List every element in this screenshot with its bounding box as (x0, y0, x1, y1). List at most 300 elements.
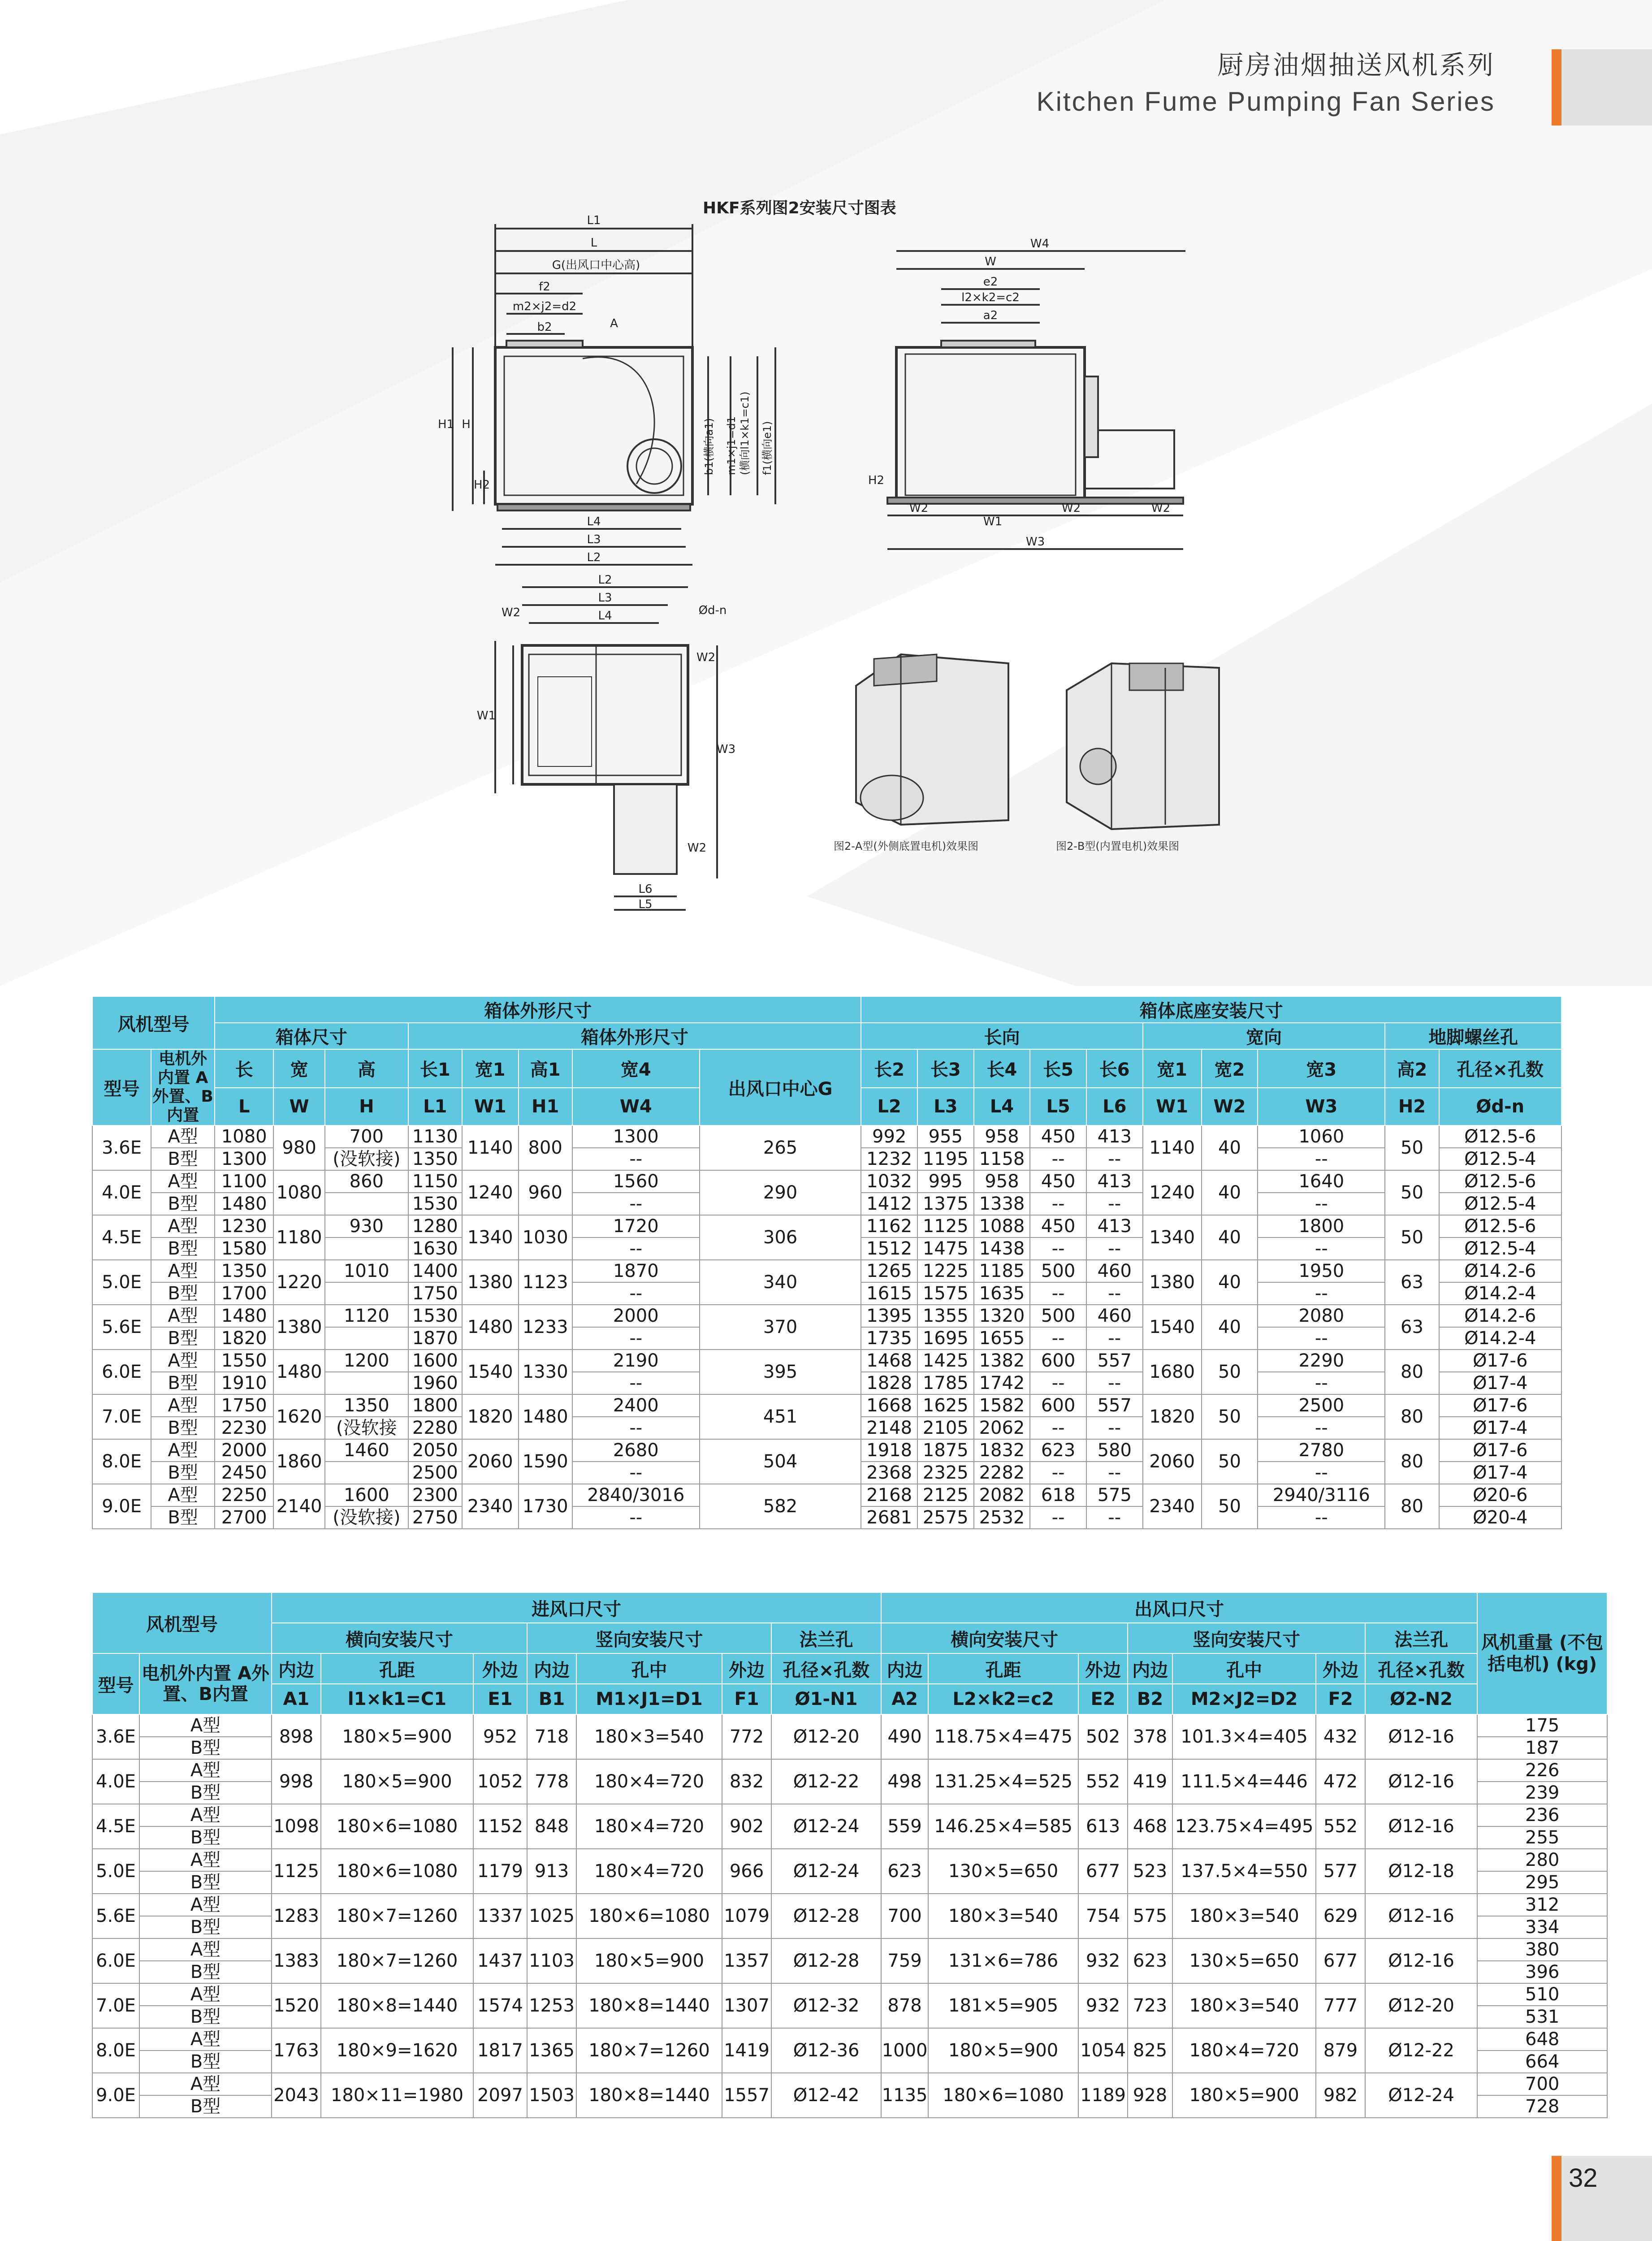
table-cell: Ø12.5-4 (1439, 1237, 1561, 1260)
caption-type-b: 图2-B型(内置电机)效果图 (1056, 840, 1180, 852)
table-cell: Ø12.5-6 (1439, 1125, 1561, 1148)
table-cell: 902 (722, 1804, 771, 1849)
th-col: 内边 (881, 1653, 928, 1684)
table-cell: Ø17-6 (1439, 1439, 1561, 1462)
table-cell: 577 (1316, 1849, 1365, 1894)
th-col: 长6 (1086, 1049, 1143, 1088)
table-cell: 1054 (1078, 2028, 1128, 2073)
table-cell: 629 (1316, 1894, 1365, 1938)
table-cell: 1162 (861, 1215, 917, 1237)
table-cell: 40 (1202, 1305, 1258, 1350)
table-cell: 180×4=720 (1172, 2028, 1316, 2073)
th-code: Ø2-N2 (1365, 1684, 1477, 1714)
table-cell: 559 (881, 1804, 928, 1849)
table-cell: 2062 (974, 1417, 1030, 1439)
weight-cell: 239 (1477, 1782, 1607, 1804)
th-code: H2 (1385, 1088, 1439, 1125)
table-cell: 2140 (273, 1484, 325, 1529)
table-cell: -- (1086, 1148, 1143, 1170)
weight-cell: 280 (1477, 1849, 1607, 1871)
table-cell: 2148 (861, 1417, 917, 1439)
table-cell: 1307 (722, 1983, 771, 2028)
table-cell: 101.3×4=405 (1172, 1714, 1316, 1759)
table-cell: -- (1030, 1193, 1086, 1215)
th-code: H1 (519, 1088, 572, 1125)
table-cell: 395 (700, 1350, 861, 1394)
th-motor-position: 电机外内置 A外置、B内置 (139, 1653, 272, 1714)
table-cell: 1130 (408, 1125, 462, 1148)
table-cell: 966 (722, 1849, 771, 1894)
dim-label: L3 (598, 591, 612, 605)
dim-label: H (462, 418, 471, 431)
table-cell: 777 (1316, 1983, 1365, 2028)
table-cell: 1460 (325, 1439, 408, 1462)
table-cell: 677 (1078, 1849, 1128, 1894)
weight-cell: 380 (1477, 1938, 1607, 1961)
th-col: 宽2 (1202, 1049, 1258, 1088)
motor-type-cell: B型 (151, 1282, 215, 1305)
table-cell: Ø12-16 (1365, 1804, 1477, 1849)
box-dimension-table (92, 996, 1562, 1529)
th-model: 型号 (92, 1653, 139, 1714)
table-cell: 2043 (272, 2073, 321, 2118)
table-cell: 1380 (462, 1260, 519, 1305)
table-cell: 1052 (473, 1759, 527, 1804)
table-cell: Ø12-20 (771, 1714, 881, 1759)
table-cell: 1140 (1143, 1125, 1202, 1170)
table-row (92, 1170, 1561, 1193)
table-cell: 2282 (974, 1462, 1030, 1484)
dim-label: G(出风口中心高) (552, 259, 640, 272)
table-cell: 180×4=720 (576, 1849, 722, 1894)
table-cell: 759 (881, 1938, 928, 1983)
table-cell: 1575 (917, 1282, 974, 1305)
table-cell: Ø12-16 (1365, 1894, 1477, 1938)
dim-label: H2 (473, 478, 490, 492)
table-cell: 980 (273, 1125, 325, 1170)
table-cell: 1135 (881, 2073, 928, 2118)
table-cell: -- (1258, 1237, 1385, 1260)
table-cell: 1152 (473, 1804, 527, 1849)
table-cell: Ø17-6 (1439, 1350, 1561, 1372)
table-cell: -- (1086, 1193, 1143, 1215)
motor-type-cell: B型 (151, 1372, 215, 1394)
table-cell: 2190 (572, 1350, 700, 1372)
th-col: 孔中 (1172, 1653, 1316, 1684)
dim-label: W1 (476, 709, 496, 722)
table-cell: 1680 (1143, 1350, 1202, 1394)
table-row (92, 1804, 1607, 1826)
table-cell: 1375 (917, 1193, 974, 1215)
table-cell: 1010 (325, 1260, 408, 1282)
table-cell: 523 (1128, 1849, 1172, 1894)
table-row (92, 1439, 1561, 1462)
table-cell: 1480 (462, 1305, 519, 1350)
table-cell: 1615 (861, 1282, 917, 1305)
table-cell: 772 (722, 1714, 771, 1759)
table-cell: 2681 (861, 1506, 917, 1529)
table-cell: 1640 (1258, 1170, 1385, 1193)
table-cell: 2450 (215, 1462, 273, 1484)
table-cell: 123.75×4=495 (1172, 1804, 1316, 1849)
th-code: W4 (572, 1088, 700, 1125)
table-cell: Ø12-42 (771, 2073, 881, 2118)
table-cell: 1582 (974, 1394, 1030, 1417)
table-cell: 1820 (462, 1394, 519, 1439)
table-cell: 50 (1202, 1394, 1258, 1439)
model-cell: 5.6E (92, 1305, 151, 1350)
table-cell: 1240 (462, 1170, 519, 1215)
table-cell: 1300 (572, 1125, 700, 1148)
table-cell: 1380 (1143, 1260, 1202, 1305)
table-cell: 2532 (974, 1506, 1030, 1529)
table-cell: 1240 (1143, 1170, 1202, 1215)
table-cell: 1480 (215, 1193, 273, 1215)
th-code: M2×J2=D2 (1172, 1684, 1316, 1714)
th-col: 孔距 (321, 1653, 473, 1684)
table-cell: 180×5=900 (576, 1938, 722, 1983)
table-row (92, 1350, 1561, 1372)
th-code: M1×J1=D1 (576, 1684, 722, 1714)
table-cell: 1179 (473, 1849, 527, 1894)
table-row (92, 1215, 1561, 1237)
table-cell: 958 (974, 1125, 1030, 1148)
th-code: F1 (722, 1684, 771, 1714)
motor-type-cell: B型 (139, 1782, 272, 1804)
dim-label: W3 (716, 743, 736, 756)
table-cell: -- (1086, 1282, 1143, 1305)
table-cell: 1590 (519, 1439, 572, 1484)
table-cell: -- (1258, 1372, 1385, 1394)
table-cell: 552 (1078, 1759, 1128, 1804)
table-cell: 1918 (861, 1439, 917, 1462)
th-col: 孔径×孔数 (771, 1653, 881, 1684)
th-col: 孔中 (576, 1653, 722, 1684)
table-cell: (没软接) (325, 1148, 408, 1170)
table-cell: 898 (272, 1714, 321, 1759)
th-col: 内边 (272, 1653, 321, 1684)
table-cell: 552 (1316, 1804, 1365, 1849)
inlet-outlet-table (92, 1592, 1608, 2118)
motor-type-cell: B型 (139, 2095, 272, 2118)
table-cell: -- (1258, 1193, 1385, 1215)
table-cell: 180×3=540 (928, 1894, 1078, 1938)
table-cell: 1280 (408, 1215, 462, 1237)
dim-label: W2 (1061, 502, 1081, 515)
table-cell: Ø12-18 (1365, 1849, 1477, 1894)
table-cell: 146.25×4=585 (928, 1804, 1078, 1849)
dim-label: W1 (983, 515, 1003, 528)
table-cell: 1437 (473, 1938, 527, 1983)
th-code: W3 (1258, 1088, 1385, 1125)
table-cell: 1340 (1143, 1215, 1202, 1260)
th-col: 宽 (273, 1049, 325, 1088)
table-cell: -- (1258, 1282, 1385, 1305)
table-cell: 1560 (572, 1170, 700, 1193)
table-cell: 1512 (861, 1237, 917, 1260)
table-cell: 1735 (861, 1327, 917, 1350)
table-cell: 1088 (974, 1215, 1030, 1237)
table-cell: 1820 (215, 1327, 273, 1350)
table-cell: 1860 (273, 1439, 325, 1484)
table-cell: 1655 (974, 1327, 1030, 1350)
table-cell: 1340 (462, 1215, 519, 1260)
table-cell: 180×6=1080 (928, 2073, 1078, 2118)
table-cell: 180×5=900 (321, 1759, 473, 1804)
table-cell: 118.75×4=475 (928, 1714, 1078, 1759)
table-cell: 1438 (974, 1237, 1030, 1260)
table-cell: 1350 (408, 1148, 462, 1170)
table-cell: 955 (917, 1125, 974, 1148)
table-cell: 557 (1086, 1350, 1143, 1372)
table-cell: Ø12-20 (1365, 1983, 1477, 2028)
table-row (92, 1305, 1561, 1327)
table-cell: 1817 (473, 2028, 527, 2073)
th-fan-model: 风机型号 (92, 1592, 272, 1653)
table-cell: 2280 (408, 1417, 462, 1439)
table-cell: 1960 (408, 1372, 462, 1394)
table-cell: 1828 (861, 1372, 917, 1394)
page-number: 32 (1569, 2163, 1598, 2193)
table-cell: 2105 (917, 1417, 974, 1439)
table-cell: 1330 (519, 1350, 572, 1394)
table-cell: 700 (325, 1125, 408, 1148)
th-anchor-bolt: 地脚螺丝孔 (1385, 1023, 1561, 1049)
table-cell: 137.5×4=550 (1172, 1849, 1316, 1894)
table-cell: 848 (527, 1804, 576, 1849)
header-title-cn: 厨房油烟抽送风机系列 (1217, 50, 1495, 80)
table-cell: Ø12.5-4 (1439, 1148, 1561, 1170)
table-cell: 1695 (917, 1327, 974, 1350)
table-cell: 2000 (215, 1439, 273, 1462)
table-cell: 2290 (1258, 1350, 1385, 1372)
table-cell: 1355 (917, 1305, 974, 1327)
table-cell: -- (1030, 1417, 1086, 1439)
table-cell: Ø12-16 (1365, 1759, 1477, 1804)
table-cell: 472 (1316, 1759, 1365, 1804)
th-col: 宽3 (1258, 1049, 1385, 1088)
table-cell: 1125 (917, 1215, 974, 1237)
table-cell: Ø17-4 (1439, 1462, 1561, 1484)
table-cell: 1475 (917, 1237, 974, 1260)
table-cell: 450 (1030, 1215, 1086, 1237)
table-cell: 1480 (273, 1350, 325, 1394)
table-cell: 1350 (215, 1260, 273, 1282)
dim-label: b1(横向a1) (703, 418, 715, 475)
table-cell: 1140 (462, 1125, 519, 1170)
model-cell: 4.0E (92, 1170, 151, 1215)
dim-label: H1 (437, 418, 454, 431)
table-cell: 180×6=1080 (321, 1849, 473, 1894)
table-cell: 500 (1030, 1305, 1086, 1327)
table-cell: 623 (881, 1849, 928, 1894)
th-code: A1 (272, 1684, 321, 1714)
model-cell: 9.0E (92, 2073, 139, 2118)
table-cell: 1120 (325, 1305, 408, 1327)
motor-type-cell: B型 (151, 1506, 215, 1529)
table-cell: 2168 (861, 1484, 917, 1506)
dim-label: f2 (539, 280, 550, 294)
table-cell: 40 (1202, 1170, 1258, 1215)
dim-label: W2 (1151, 502, 1171, 515)
table-cell: 1000 (881, 2028, 928, 2073)
model-cell: 7.0E (92, 1983, 139, 2028)
table-cell: 2050 (408, 1439, 462, 1462)
th-code: B1 (527, 1684, 576, 1714)
table-cell: 460 (1086, 1260, 1143, 1282)
dim-label: W2 (687, 841, 707, 855)
table-cell: 2230 (215, 1417, 273, 1439)
dim-label: W4 (1030, 237, 1050, 251)
weight-cell: 396 (1477, 1961, 1607, 1983)
dim-label: f1(横向e1) (761, 421, 774, 475)
table-cell: Ø14.2-4 (1439, 1327, 1561, 1350)
dim-label: L2 (598, 573, 612, 587)
table-cell: -- (1030, 1237, 1086, 1260)
table-cell: 180×7=1260 (576, 2028, 722, 2073)
weight-cell: 728 (1477, 2095, 1607, 2118)
th-code: L3 (917, 1088, 974, 1125)
table-cell: 930 (325, 1215, 408, 1237)
table-cell: 2500 (408, 1462, 462, 1484)
table-cell: 2780 (1258, 1439, 1385, 1462)
table-cell: -- (572, 1148, 700, 1170)
dim-label: L6 (638, 883, 653, 896)
motor-type-cell: A型 (151, 1215, 215, 1237)
table-cell: 1480 (215, 1305, 273, 1327)
motor-type-cell: B型 (139, 1916, 272, 1938)
table-cell: Ø12-16 (1365, 1938, 1477, 1983)
table-cell: 2060 (1143, 1439, 1202, 1484)
table-cell: Ø17-6 (1439, 1394, 1561, 1417)
table-cell: 180×8=1440 (576, 2073, 722, 2118)
table-cell: 677 (1316, 1938, 1365, 1983)
table-cell: 1468 (861, 1350, 917, 1372)
table-cell: 50 (1202, 1484, 1258, 1529)
weight-cell: 648 (1477, 2028, 1607, 2051)
th-code: L1 (408, 1088, 462, 1125)
table-cell: -- (1030, 1327, 1086, 1350)
dim-label: L4 (587, 515, 601, 528)
table-cell: 1400 (408, 1260, 462, 1282)
table-cell: 2575 (917, 1506, 974, 1529)
table-cell: 1540 (1143, 1305, 1202, 1350)
table-cell: 180×6=1080 (321, 1804, 473, 1849)
table-cell: 490 (881, 1714, 928, 1759)
table-cell: 1380 (273, 1305, 325, 1350)
table-cell: 2340 (1143, 1484, 1202, 1529)
table-cell: 1530 (408, 1305, 462, 1327)
table-cell: 1220 (273, 1260, 325, 1305)
th-code: L (215, 1088, 273, 1125)
model-cell: 4.5E (92, 1215, 151, 1260)
table-cell: 960 (519, 1170, 572, 1215)
table-cell: 1225 (917, 1260, 974, 1282)
dim-label: m1×j1=d1 (725, 416, 738, 475)
table-cell: 2300 (408, 1484, 462, 1506)
table-cell: 2700 (215, 1506, 273, 1529)
table-cell: 80 (1385, 1350, 1439, 1394)
table-cell: 778 (527, 1759, 576, 1804)
table-cell: -- (1086, 1462, 1143, 1484)
table-cell: 1870 (572, 1260, 700, 1282)
table-cell: 419 (1128, 1759, 1172, 1804)
table-cell: 180×7=1260 (321, 1938, 473, 1983)
table-cell: 1580 (215, 1237, 273, 1260)
dim-label: W2 (909, 502, 929, 515)
table-cell: -- (1258, 1327, 1385, 1350)
caption-type-a: 图2-A型(外侧底置电机)效果图 (834, 840, 979, 852)
table-cell: 432 (1316, 1714, 1365, 1759)
model-cell: 3.6E (92, 1125, 151, 1170)
motor-type-cell: A型 (151, 1125, 215, 1148)
table-cell: 1383 (272, 1938, 321, 1983)
table-cell: 992 (861, 1125, 917, 1148)
table-cell: 180×5=900 (321, 1714, 473, 1759)
table-cell: 1832 (974, 1439, 1030, 1462)
table-cell: 1060 (1258, 1125, 1385, 1148)
motor-type-cell: B型 (151, 1417, 215, 1439)
table-cell: 1820 (1143, 1394, 1202, 1439)
table-cell: 1730 (519, 1484, 572, 1529)
weight-cell: 312 (1477, 1894, 1607, 1916)
th-code: L2 (861, 1088, 917, 1125)
model-cell: 7.0E (92, 1394, 151, 1439)
table-cell: -- (1030, 1372, 1086, 1394)
th-fan-weight: 风机重量 (不包括电机) (kg) (1477, 1592, 1607, 1714)
table-cell: Ø12.5-6 (1439, 1170, 1561, 1193)
table-cell: 50 (1202, 1350, 1258, 1394)
motor-type-cell: A型 (151, 1394, 215, 1417)
dim-label: L2 (587, 551, 601, 564)
table-row (92, 1938, 1607, 1961)
model-cell: 5.0E (92, 1849, 139, 1894)
table-cell: -- (572, 1462, 700, 1484)
table-cell: 1785 (917, 1372, 974, 1394)
table-cell: 1079 (722, 1894, 771, 1938)
table-cell: 1635 (974, 1282, 1030, 1305)
table-cell: 1668 (861, 1394, 917, 1417)
table-cell (325, 1372, 408, 1394)
table-cell (325, 1462, 408, 1484)
table-cell (325, 1237, 408, 1260)
table-cell: 180×8=1440 (576, 1983, 722, 2028)
table-cell: (没软接) (325, 1506, 408, 1529)
table-cell: 932 (1078, 1983, 1128, 2028)
th-col: 长1 (408, 1049, 462, 1088)
table-cell: 1320 (974, 1305, 1030, 1327)
model-cell: 4.0E (92, 1759, 139, 1804)
table-cell: 1125 (272, 1849, 321, 1894)
table-cell: -- (572, 1282, 700, 1305)
table-cell: 1253 (527, 1983, 576, 2028)
table-cell: 1337 (473, 1894, 527, 1938)
motor-type-cell: B型 (139, 2006, 272, 2028)
th-col: 外边 (722, 1653, 771, 1684)
th-col: 长2 (861, 1049, 917, 1088)
table-cell: 80 (1385, 1484, 1439, 1529)
table-cell: 451 (700, 1394, 861, 1439)
th-base-install: 箱体底座安装尺寸 (861, 996, 1561, 1023)
th-code: Ød-n (1439, 1088, 1561, 1125)
table-cell: 504 (700, 1439, 861, 1484)
dim-label: L5 (638, 898, 653, 911)
table-cell: 1098 (272, 1804, 321, 1849)
th-code: E1 (473, 1684, 527, 1714)
th-code: W1 (1143, 1088, 1202, 1125)
table-cell: 2340 (462, 1484, 519, 1529)
table-cell: 995 (917, 1170, 974, 1193)
